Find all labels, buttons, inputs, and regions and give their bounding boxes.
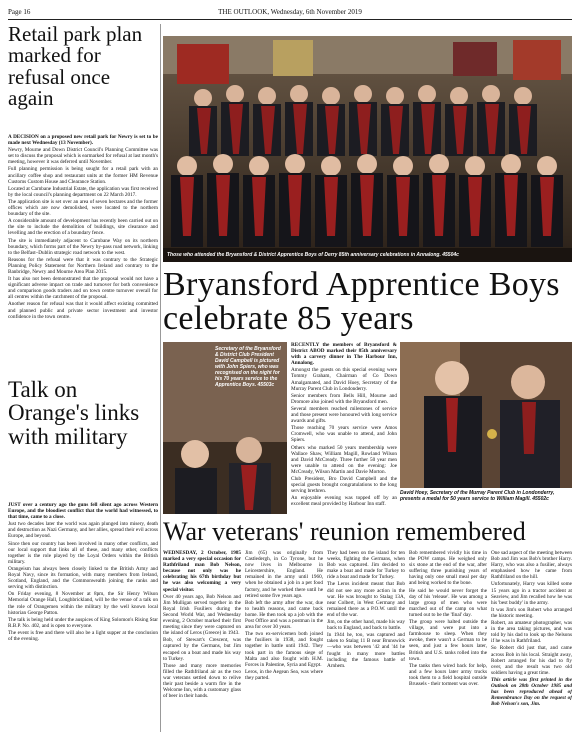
- veterans-para: The two ex-servicemen both joined the fusiliers in 1938, and fought together in battle until 1942. They took part in the famous siege of Malta and also fought with H.M. Forces in Palestine, Syria and Egypt.: [245, 631, 323, 668]
- veterans-footnote: This article was first printed in the Outlook on 28th October 1985 and has been reproduced ahead of Remembrance Day on the request of Bob Nelson's son, Jim.: [491, 676, 572, 708]
- veterans-para: It was Jim's son Robert who arranged the historic meeting.: [491, 606, 572, 619]
- veterans-para: Unfortunately, Harry was killed some 15 years ago in a tractor accident at Seaview, and Jim recalled how he was his 'best buddy' in the army.: [491, 581, 572, 606]
- inset-photo-caption: Secretary of the Bryansford & District Club President David Campbell is pictured with John Spiers, who was recognised on the night for his 70 years service to the Apprentice Boys. 45503c: [215, 346, 281, 388]
- retail-para: Full planning permission is being sought for a retail park with an ancillary coffee shop and restaurant units at the former HM Revenue Customs Custom House and Clearance Station.: [8, 166, 158, 185]
- veterans-para: The Leros incident meant that Bob did not see any more action in the war. He was brought to Stalag 13A, near Colbert, in West Germany and remained there as a P.O.W. until the end of the war.: [327, 581, 405, 618]
- veterans-col-3: [327, 550, 405, 733]
- retail-para: Reasons for the refusal were that it was contrary to the Strategic Planning Policy Statement for Northern Ireland and contrary to the Banbridge, Newry and Mourne Area Plan 2015.: [8, 256, 158, 275]
- veterans-headline: War veterans' reunion remembered: [163, 517, 526, 546]
- veterans-para: Over 40 years ago, Bob Nelson and Jim Mulligan served together in the Royal Irish Fusiliers during the Second World War, and Wednesday evening, 2 October marked their first meeting since they were captured on the island of Leros (Greece) in 1943.: [163, 593, 241, 637]
- bryansford-para: Those reaching 70 years service were Amos Cromwell, who was unable to attend, and John Spiers.: [291, 425, 397, 444]
- veterans-para: Bob left the army after the war, due to health reasons, and came back home. He then took up a job with the Post Office and was a postman in the area for over 30 years.: [245, 599, 323, 631]
- bryansford-para: Senior members from Bells Hill, Mourne and Dromore also joined with the Bryansford men.: [291, 392, 397, 405]
- retail-para: Newry, Mourne and Down District Council's Planning Committee was set to discuss the proposal which is earmarked for refusal at last month's meeting, however it was deferred until November.: [8, 147, 158, 166]
- retail-para: The site is immediately adjacent to Carnbane Way on its northern boundary, which forms part of the Newry by-pass road network, linking to the Belfast–Dublin strategic road network to the west.: [8, 237, 158, 256]
- bryansford-para: An enjoyable evening was topped off by an excellent meal provided by Harbour Inn staff.: [291, 495, 397, 508]
- orange-article: [8, 502, 158, 732]
- veterans-col-5: [491, 550, 572, 733]
- veterans-para: WEDNESDAY, 2 October, 1985 marked a very special occasion for Rathfriland man Bob Nelson, because not only was he celebrating his 67th birthday but he was also welcoming a very special visitor.: [163, 550, 241, 593]
- retail-para: The application site is set over an area of seven hectares and the former offices which are now demolished, were located to the northern boundary of the site.: [8, 198, 158, 218]
- veterans-para: Leros, in the Aegean Sea, was where they parted.: [245, 668, 323, 681]
- veterans-para: Bob, of Stewart's Crescent, was captured by the Germans, but Jim escaped on a boat and made his way to Turkey.: [163, 637, 241, 662]
- bryansford-para: Amongst the guests on this special evening were Tommy Graham, Chairman of Co Down Amalgamated, and David Hoey, Secretary of the Murray Parent Club in Londonderry.: [291, 367, 397, 392]
- veterans-col-4: [409, 550, 487, 733]
- group-photo: [163, 36, 572, 262]
- page-number: Page 16: [8, 8, 31, 16]
- orange-para: Just two decades later the world was again plunged into misery, death and destruction as Nazi Germany, and her allies, spread their evil across Europe, and beyond.: [8, 521, 158, 540]
- group-photo-illustration: [163, 36, 572, 262]
- orange-para: JUST over a century ago the guns fell silent ago across Western Europe, and the bloodiest conflict that the world had witnessed, to that time, came to a close.: [8, 502, 158, 521]
- orange-para: The talk is being held under the auspices of King Solomon's Rising Star R.B.P. No. 402, and is open to everyone.: [8, 616, 158, 629]
- orange-para: Since then our country has been involved in many other conflicts, and our local support that links all of these, and many other, conflicts together is the role played by the Loyal Orders within the British military.: [8, 540, 158, 565]
- veterans-para: One sad aspect of the meeting between Bob and Jim was Bob's brother Harry. Harry, who was also a fusilier, always emphasised how he came from Rathfriland on the hill.: [491, 550, 572, 581]
- bryansford-para: Club President, Bro David Campbell and the special guests brought congratulations to the long serving brethren.: [291, 475, 397, 495]
- orange-para: On Friday evening, 8 November at 8pm, the Sir Henry Wilson Memorial Orange Hall, Loughbrickland, will be the venue of a talk on the role of Orangemen within the military by the well known local historian George Patton.: [8, 591, 158, 616]
- bryansford-headline: Bryansford Apprentice Boys celebrate 85 years: [163, 266, 560, 337]
- retail-para: Another reason for refusal was that it would affect existing committed and planned public and private sector investment and investor confidence in the town centre.: [8, 301, 158, 320]
- bryansford-para: RECENTLY the members of Bryansford & District ABOD marked their 85th anniversary with a carvery dinner in The Harbour Inn, Annalong.: [291, 342, 397, 367]
- veterans-para: Jim, on the other hand, made his way back to England, and back to battle.: [327, 619, 405, 632]
- veterans-para: Robert, an amateur photographer, was in the area taking pictures, and was told by his dad to look up the Nelsons if he was in Rathfriland.: [491, 620, 572, 645]
- veterans-col-2: [245, 550, 323, 733]
- retail-para: A DECISION on a proposed new retail park for Newry is set to be made next Wednesday (13 November).: [8, 134, 158, 147]
- masthead: THE OUTLOOK, Wednesday, 6th November 2019: [218, 8, 362, 16]
- veterans-para: Bob remembered vividly his time in the POW camps. He weighed only six stone at the end of the war, after suffering three punishing years of having only one small meal per day and being worked to the bone.: [409, 550, 487, 587]
- retail-article: [8, 134, 158, 366]
- medal-photo-caption: David Hoey, Secretary of the Murray Parent Club in Londonderry, presents a medal for 50 years service to William Magill. 45502c: [400, 490, 555, 502]
- orange-para: Orangeism has always been closely linked to the British Army and Royal Navy, since its formation, with many members from Ireland, Scotland, England, and the Commonwealth joining the ranks and serving with distinction.: [8, 565, 158, 591]
- inset-photo: [163, 342, 287, 514]
- column-divider: [160, 24, 161, 732]
- bryansford-para: Others who marked 50 years membership were Wallace Shaw, William Magill, Rowland Wilson and David McCready. Three further 50 year men were unable to attend on the evening: Joe McCready, Wilson Martin and Davie Morton.: [291, 444, 397, 475]
- veterans-para: The group were halted outside the village, and were put into a farmhouse to sleep. When they awoke, there wasn't a German to be seen, and just a few hours later, British and U.S. tanks rolled into the town.: [409, 619, 487, 662]
- veterans-para: He said he would never forget the day of his 'release'. He was among a large group of men who were marched out of the camp on what turned out to be the 'final' day.: [409, 587, 487, 618]
- medal-photo-illustration: [400, 342, 572, 488]
- veterans-para: Those and many more memories filled the Rathfriland air as the two war veterans settled down to relive their past beside a warm fire in the Welcome Inn, with a customary glass of beer in their hands.: [163, 662, 241, 700]
- retail-para: It has also not been demonstrated that the proposal would not have a significant adverse impact on trade and turnover for both convenience and comparison goods traders and on town centre turnover overall for all centres within the catchment of the proposal.: [8, 276, 158, 301]
- orange-para: The event is free and there will also be a light supper at the conclusion of the evening.: [8, 629, 158, 642]
- bryansford-article: [291, 342, 397, 516]
- veterans-para: So Robert did just that, and came across Bob in his local. Straight away, Robert arranged for his dad to fly over, and the result was two old soldiers having a great time.: [491, 645, 572, 676]
- group-photo-caption: Those who attended the Bryansford & District Apprentice Boys of Derry 85th anniversary celebrations in Annalong. 45504c: [167, 252, 459, 258]
- veterans-para: The tanks then wired back for help, and a few hours later army trucks took them to a field hospital outside Brussels - their torment was over.: [409, 662, 487, 687]
- page-header: [8, 6, 572, 20]
- medal-photo: [400, 342, 572, 488]
- veterans-para: Jim (65) was originally from Castledergh, in Co Tyrone, but he now lives in Melbourne in Leicestershire, England. He remained in the army until 1960, when he obtained a job in a pet food factory, and he worked there until he retired some five years ago.: [245, 550, 323, 599]
- veterans-col-1: [163, 550, 241, 733]
- bryansford-para: Several members reached milestones of service and those present were honoured with long service awards and gifts.: [291, 405, 397, 425]
- retail-para: Located at Carnbane Industrial Estate, the application was first received by the local council's planning department on 22 March 2017.: [8, 185, 158, 198]
- veterans-para: In 1944 he, too, was captured and taken to Stalag 11 B near Brunswick—who was between '42 and '44 he fought in many more battles including the famous battle of Arnhem.: [327, 632, 405, 669]
- veterans-para: They had been on the island for ten weeks, fighting the Germans, when Bob was captured. Jim decided to make a boat and made for Turkey to ride a boat and made for Turkey.: [327, 550, 405, 581]
- retail-headline: Retail park plan marked for refusal once again: [8, 22, 143, 111]
- orange-headline: Talk on Orange's links with military: [8, 377, 140, 449]
- retail-para: A considerable amount of development has recently been carried out on the site to include the demolition of buildings, site clearance and levelling and the erection of a boundary fence.: [8, 218, 158, 237]
